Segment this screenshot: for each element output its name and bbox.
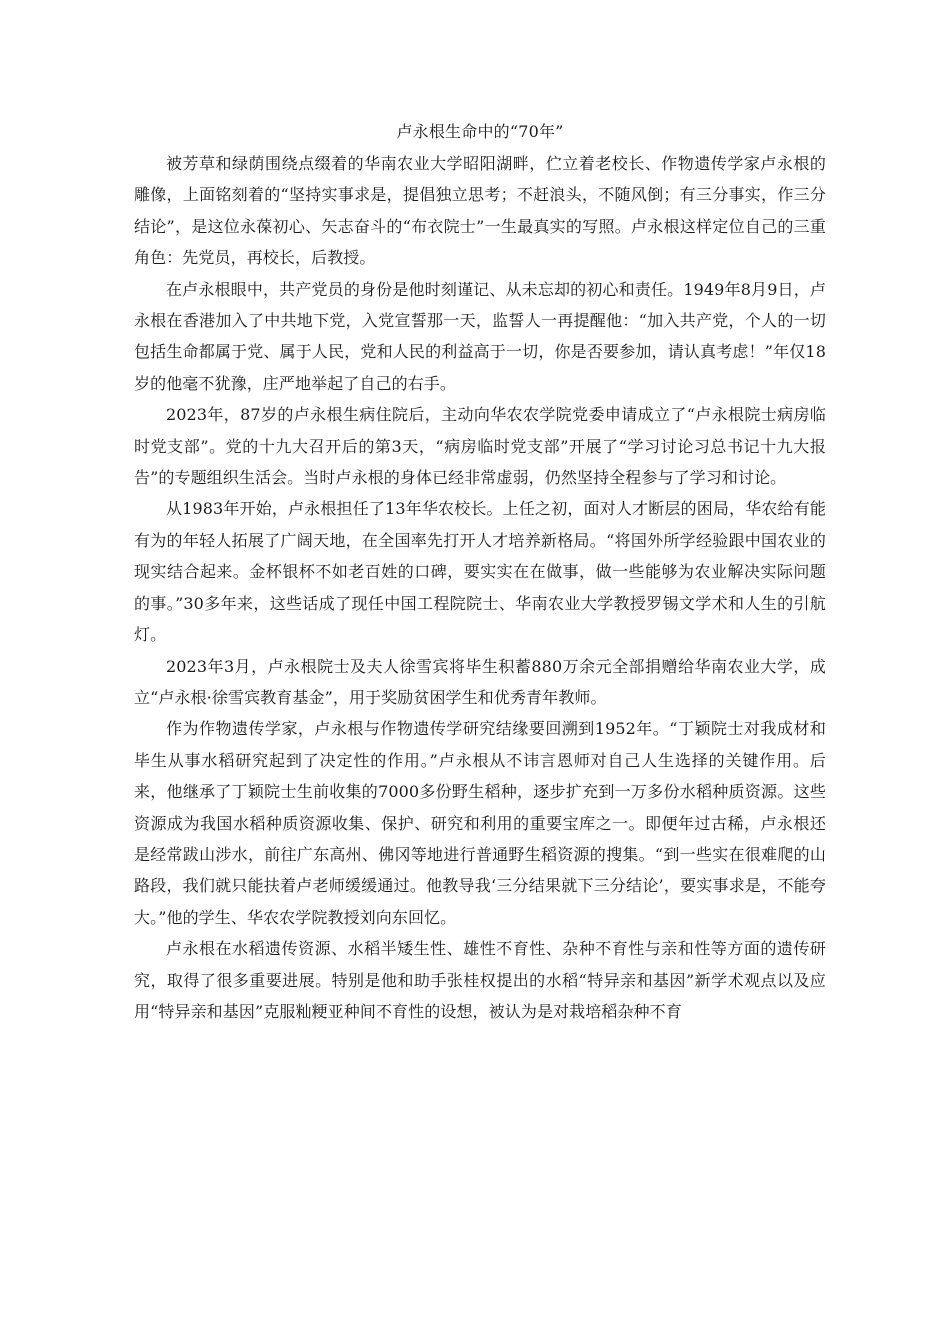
paragraph-4: 从1983年开始，卢永根担任了13年华农校长。上任之初，面对人才断层的困局，华农给有能有为的年轻人拓展了广阔天地，在全国率先打开人才培养新格局。“将国外所学经验跟中国农业的现实结合起来。金杯银杯不如老百姓的口碑，要实实在在做事，做一些能够为农业解决实际问题的事。”30多年来，这些话成了现任中国工程院院士、华南农业大学教授罗锡文学术和人生的引航灯。 [134, 499, 826, 645]
paragraph-6: 作为作物遗传学家，卢永根与作物遗传学研究结缘要回溯到1952年。“丁颖院士对我成材和毕生从事水稻研究起到了决定性的作用。”卢永根从不讳言恩师对自己人生选择的关键作用。后来，他继承了丁颖院士生前收集的7000多份野生稻种，逐步扩充到一万多份水稻种质资源。这些资源成为我国水稻种质资源收集、保护、研究和利用的重要宝库之一。即便年过古稀，卢永根还是经常跋山涉水，前往广东高州、佛冈等地进行普通野生稻资源的搜集。“到一些实在很难爬的山路段，我们就只能扶着卢老师缓缓通过。他教导我‘三分结果就下三分结论’，要实事求是，不能夸大。”他的学生、华农农学院教授刘向东回忆。 [134, 719, 826, 927]
paragraph-1: 被芳草和绿荫围绕点缀着的华南农业大学昭阳湖畔，伫立着老校长、作物遗传学家卢永根的雕像，上面铭刻着的“坚持实事求是，提倡独立思考；不赶浪头，不随风倒；有三分事实，作三分结论”，是这位永葆初心、矢志奋斗的“布衣院士”一生最真实的写照。卢永根这样定位自己的三重角色：先党员，再校长，后教授。 [134, 154, 826, 268]
paragraph-5: 2023年3月，卢永根院士及夫人徐雪宾将毕生积蓄880万余元全部捐赠给华南农业大学，成立“卢永根·徐雪宾教育基金”，用于奖励贫困学生和优秀青年教师。 [134, 656, 826, 707]
paragraph-2: 在卢永根眼中，共产党员的身份是他时刻谨记、从未忘却的初心和责任。1949年8月9日，卢永根在香港加入了中共地下党，入党宣誓那一天，监誓人一再提醒他：“加入共产党，个人的一切包括生命都属于党、属于人民，党和人民的利益高于一切，你是否要参加，请认真考虑！”年仅18岁的他毫不犹豫，庄严地举起了自己的右手。 [134, 279, 826, 393]
paragraph-7: 卢永根在水稻遗传资源、水稻半矮生性、雄性不育性、杂种不育性与亲和性等方面的遗传研究，取得了很多重要进展。特别是他和助手张桂权提出的水稻“特异亲和基因”新学术观点以及应用“特异亲和基因”克服籼粳亚种间不育性的设想，被认为是对栽培稻杂种不育 [134, 939, 826, 1021]
document-title: 卢永根生命中的“70年” [396, 122, 564, 141]
paragraph-3: 2023年，87岁的卢永根生病住院后，主动向华农农学院党委申请成立了“卢永根院士病房临时党支部”。党的十九大召开后的第3天，“病房临时党支部”开展了“学习讨论习总书记十九大报告”的专题组织生活会。当时卢永根的身体已经非常虚弱，仍然坚持全程参与了学习和讨论。 [134, 405, 826, 488]
document-body [134, 116, 826, 1027]
